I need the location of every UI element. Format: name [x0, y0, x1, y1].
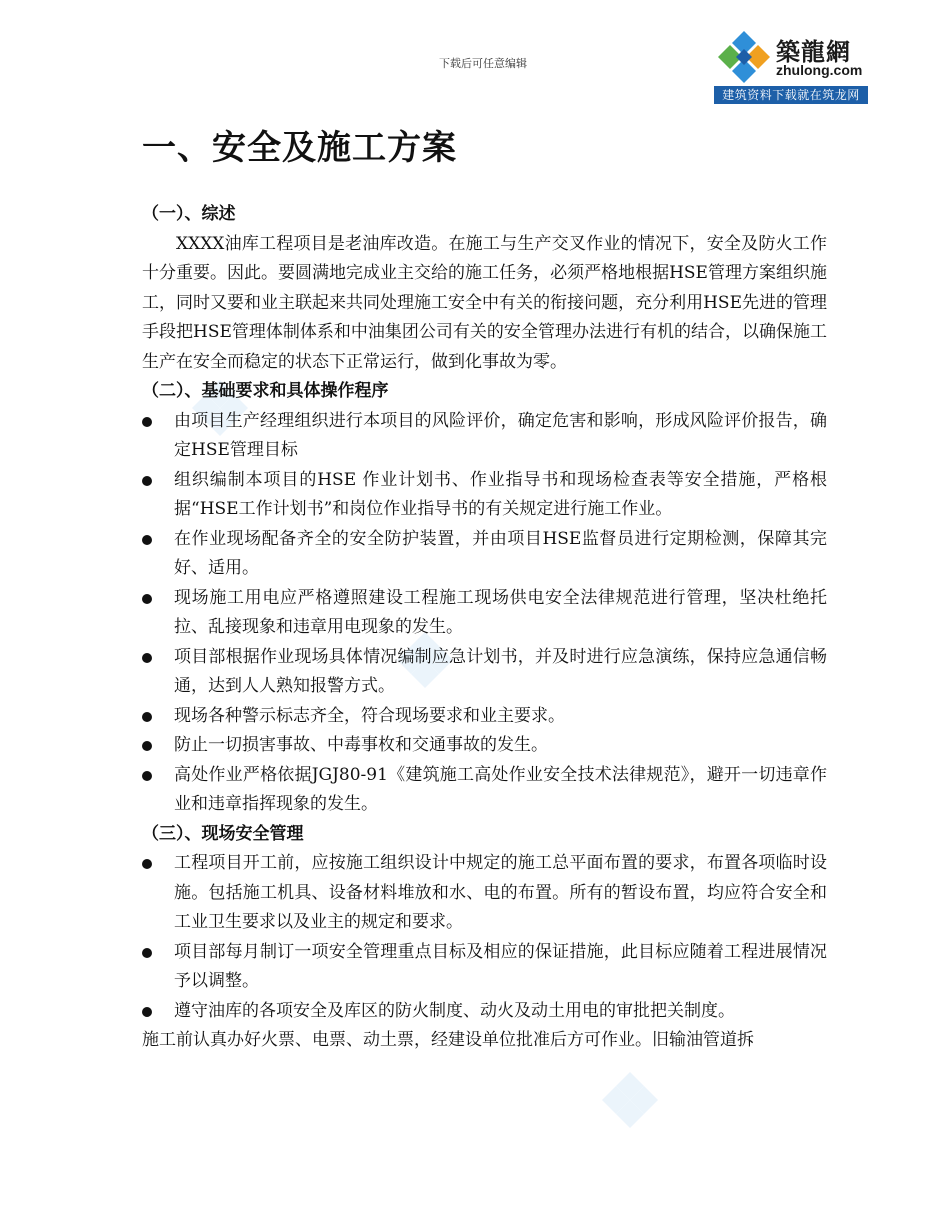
bullet-icon	[142, 535, 152, 545]
list-item	[142, 731, 827, 761]
section-basic-requirements	[142, 377, 827, 820]
list-item	[142, 584, 827, 643]
zhulong-logo[interactable]	[714, 28, 868, 104]
section-heading: （一）、综述	[142, 204, 236, 224]
logo-domain: zhulong.com	[776, 62, 863, 78]
bullet-icon	[142, 741, 152, 751]
list-item	[142, 849, 827, 938]
list-item	[142, 466, 827, 525]
bullet-icon	[142, 653, 152, 663]
section-paragraph: XXXX油库工程项目是老油库改造。在施工与生产交叉作业的情况下，安全及防火工作十分重要。因此。要圆满地完成业主交给的施工任务，必须严格地根据HSE管理方案组织施工，同时又要和业主联起来共同处理施工安全中有关的衔接问题，充分利用HSE先进的管理手段把HSE管理体制体系和中油集团公司有关的安全管理办法进行有机的结合，以确保施工生产在安全而稳定的状态下正常运行，做到化事故为零。	[142, 233, 827, 372]
bullet-icon	[142, 859, 152, 869]
page-title: 一、安全及施工方案	[142, 128, 457, 168]
section-heading: （二）、基础要求和具体操作程序	[142, 381, 389, 401]
bullet-icon	[142, 948, 152, 958]
list-item	[142, 643, 827, 702]
bullet-icon	[142, 417, 152, 427]
header-note: 下载后可任意编辑	[439, 57, 527, 70]
section-site-safety	[142, 820, 827, 1056]
document-body	[142, 200, 827, 1056]
list-item-text: 项目部根据作业现场具体情况编制应急计划书，并及时进行应急演练，保持应急通信畅通，达到人人熟知报警方式。	[174, 646, 827, 696]
list-item	[142, 997, 827, 1027]
list-item-text: 组织编制本项目的HSE 作业计划书、作业指导书和现场检查表等安全措施，严格根据“HSE工作计划书”和岗位作业指导书的有关规定进行施工作业。	[174, 469, 827, 519]
logo-slogan: 建筑资料下载就在筑龙网	[714, 86, 868, 104]
bullet-icon	[142, 771, 152, 781]
bullet-icon	[142, 594, 152, 604]
logo-mark-icon	[716, 29, 772, 85]
logo-name: 築龍網	[776, 38, 851, 66]
list-item	[142, 761, 827, 820]
list-item-text: 现场施工用电应严格遵照建设工程施工现场供电安全法律规范进行管理，坚决杜绝托拉、乱接现象和违章用电现象的发生。	[174, 587, 827, 637]
bullet-list	[142, 849, 827, 1026]
trailing-paragraph: 施工前认真办好火票、电票、动土票，经建设单位批准后方可作业。旧输油管道拆	[142, 1030, 754, 1050]
section-overview	[142, 200, 827, 377]
list-item-text: 由项目生产经理组织进行本项目的风险评价，确定危害和影响，形成风险评价报告，确定HSE管理目标	[174, 410, 827, 460]
list-item	[142, 702, 827, 732]
list-item-text: 工程项目开工前，应按施工组织设计中规定的施工总平面布置的要求，布置各项临时设施。包括施工机具、设备材料堆放和水、电的布置。所有的暂设布置，均应符合安全和工业卫生要求以及业主的规定和要求。	[174, 853, 827, 932]
bullet-icon	[142, 712, 152, 722]
list-item	[142, 938, 827, 997]
section-heading: （三）、现场安全管理	[142, 823, 304, 844]
list-item	[142, 525, 827, 584]
list-item-text: 遵守油库的各项安全及库区的防火制度、动火及动土用电的审批把关制度。	[174, 1000, 735, 1021]
watermark-logo	[600, 1070, 660, 1130]
bullet-icon	[142, 1007, 152, 1017]
bullet-icon	[142, 476, 152, 486]
list-item	[142, 407, 827, 466]
list-item-text: 在作业现场配备齐全的安全防护装置，并由项目HSE监督员进行定期检测，保障其完好、适用。	[174, 528, 827, 578]
list-item-text: 防止一切损害事故、中毒事枚和交通事故的发生。	[174, 735, 548, 755]
logo-top	[714, 28, 868, 86]
list-item-text: 现场各种警示标志齐全，符合现场要求和业主要求。	[174, 705, 565, 726]
list-item-text: 项目部每月制订一项安全管理重点目标及相应的保证措施，此目标应随着工程进展情况予以调整。	[174, 941, 827, 991]
list-item-text: 高处作业严格依据JGJ80-91《建筑施工高处作业安全技术法律规范》，避开一切违章作业和违章指挥现象的发生。	[174, 764, 827, 814]
bullet-list	[142, 407, 827, 820]
